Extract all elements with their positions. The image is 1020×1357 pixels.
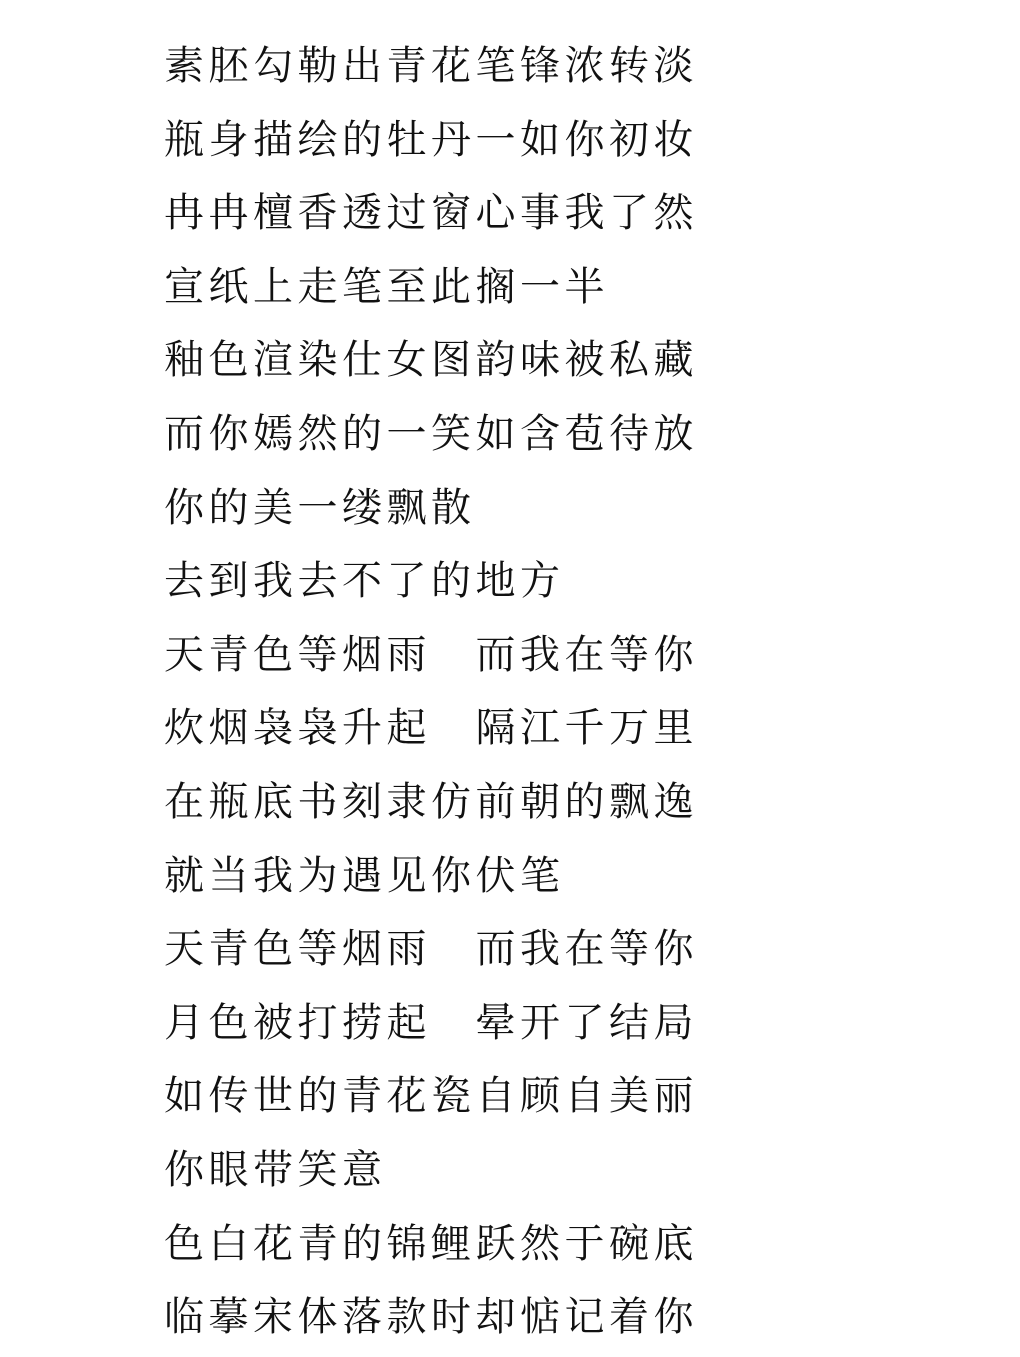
lyric-line: 临摹宋体落款时却惦记着你 — [164, 1294, 698, 1341]
lyric-line: 而你嫣然的一笑如含苞待放 — [164, 410, 698, 457]
lyric-line: 就当我为遇见你伏笔 — [164, 852, 565, 899]
lyric-line: 你的美一缕飘散 — [164, 484, 476, 531]
lyric-line: 天青色等烟雨 而我在等你 — [164, 631, 698, 678]
lyric-line: 月色被打捞起 晕开了结局 — [164, 999, 698, 1046]
lyric-line: 素胚勾勒出青花笔锋浓转淡 — [164, 43, 698, 89]
lyric-line: 釉色渲染仕女图韵味被私藏 — [164, 337, 698, 384]
lyric-line: 色白花青的锦鲤跃然于碗底 — [164, 1220, 698, 1267]
lyric-line: 如传世的青花瓷自顾自美丽 — [164, 1073, 698, 1120]
lyric-line: 炊烟袅袅升起 隔江千万里 — [164, 705, 698, 752]
lyric-line: 冉冉檀香透过窗心事我了然 — [164, 190, 698, 237]
lyric-line: 你眼带笑意 — [164, 1146, 387, 1193]
lyric-line: 天青色等烟雨 而我在等你 — [164, 926, 698, 973]
lyric-line: 在瓶底书刻隶仿前朝的飘逸 — [164, 778, 698, 825]
lyric-line: 瓶身描绘的牡丹一如你初妆 — [164, 116, 698, 163]
lyric-line: 宣纸上走笔至此搁一半 — [164, 263, 609, 310]
lyric-line: 去到我去不了的地方 — [164, 558, 565, 605]
lyrics-text — [164, 30, 698, 1355]
